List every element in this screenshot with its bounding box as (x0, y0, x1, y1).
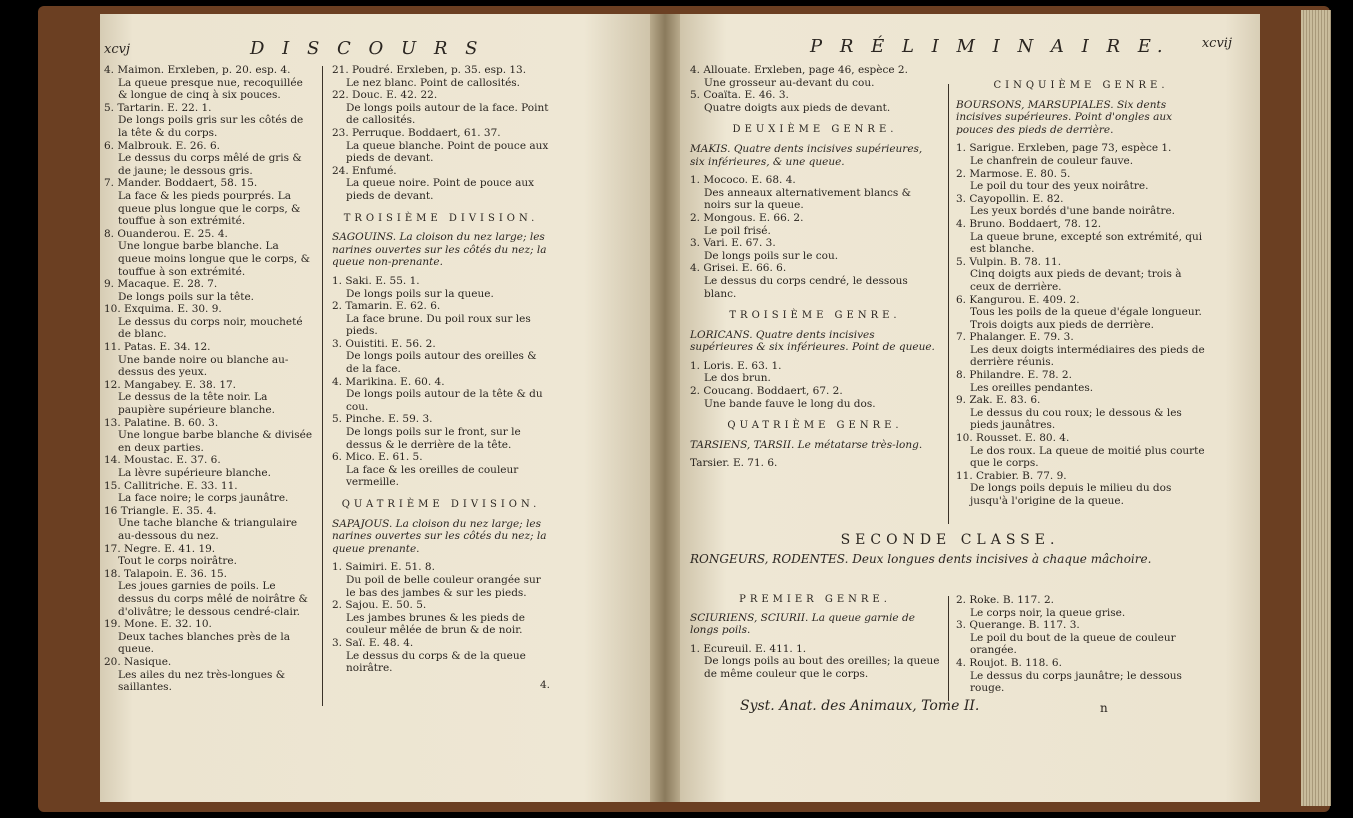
entry-description: Une longue barbe blanche. La queue moins longue que le corps, & touffue à son extrémité. (118, 240, 310, 278)
section-title: QUATRIÈME GENRE. (727, 420, 903, 432)
entry-description: Une tache blanche & triangulaire au-dessous du nez. (118, 517, 298, 542)
entry-heading: 6. Kangurou. E. 409. 2. (956, 293, 1080, 306)
right-page (680, 14, 1260, 802)
entry-description: Le dessus du corps mêlé de gris & de jaune; le dessous gris. (118, 152, 302, 177)
section-intro: SAGOUINS. La cloison du nez large; les narines ouvertes sur les côtés du nez; la queue non-prenante. (332, 231, 547, 269)
entry-heading: 3. Ouistiti. E. 56. 2. (332, 337, 436, 350)
entries-list (690, 643, 940, 681)
entry-description: De longs poils autour des oreilles & de la face. (346, 350, 537, 376)
entry-description: Deux taches blanches près de la queue. (118, 630, 290, 656)
entry-description: Le dessus du corps & de la queue noirâtre. (346, 649, 526, 675)
entry-description: La queue brune, excepté son extrémité, qui est blanche. (970, 230, 1203, 256)
entry-heading: 2. Mongous. E. 66. 2. (690, 211, 804, 224)
entry-heading: 5. Coaïta. E. 46. 3. (690, 89, 789, 102)
entry-description: Une bande fauve le long du dos. (704, 397, 876, 410)
page-number: xcvij (1201, 36, 1232, 51)
section-intro: SCIURIENS, SCIURII. La queue garnie de longs poils. (690, 611, 915, 637)
footer-title: Syst. Anat. des Animaux, Tome II. (740, 698, 980, 714)
entries-list (332, 275, 550, 489)
entry-heading: 10. Exquima. E. 30. 9. (104, 303, 222, 316)
entry-heading: 2. Tamarin. E. 62. 6. (332, 300, 441, 313)
entry-heading: 19. Mone. E. 32. 10. (104, 618, 212, 631)
entry-description: La face & les oreilles de couleur vermeille. (346, 463, 519, 489)
entry-heading: 7. Mander. Boddaert, 58. 15. (104, 177, 258, 190)
entry-description: Une longue barbe blanche & divisée en deux parties. (118, 429, 313, 454)
entry-description: Une grosseur au-devant du cou. (704, 76, 875, 89)
entry-heading: 6. Malbrouk. E. 26. 6. (104, 139, 220, 152)
entry-description: Les ailes du nez très-longues & saillantes. (118, 668, 286, 694)
entry-heading: 4. Bruno. Boddaert, 78. 12. (956, 217, 1102, 230)
rodent-column-1 (690, 594, 940, 681)
entry-description: Les jambes brunes & les pieds de couleur mêlée de brun & de noir. (346, 611, 525, 637)
column-rule (948, 84, 949, 524)
entry-heading: 11. Crabier. B. 77. 9. (956, 469, 1067, 482)
left-column-1 (104, 64, 314, 694)
entry-description: Le dessus du corps cendré, le dessous blanc. (704, 274, 908, 300)
entry-description: Le dessus de la tête noir. La paupière supérieure blanche. (118, 391, 275, 417)
entry-description: De longs poils sur la queue. (346, 287, 494, 300)
entry-heading: 1. Saimiri. E. 51. 8. (332, 561, 435, 574)
left-column-2 (332, 64, 550, 691)
section-intro: SAPAJOUS. La cloison du nez large; les narines ouvertes sur les côtés du nez; la queue prenante. (332, 517, 547, 555)
entry-heading: 2. Coucang. Boddaert, 67. 2. (690, 385, 843, 398)
entry-description: La face noire; le corps jaunâtre. (118, 492, 289, 505)
section-title: QUATRIÈME DIVISION. (341, 499, 541, 510)
entry-description: Des anneaux alternativement blancs & noirs sur la queue. (704, 186, 912, 212)
entry-heading: 2. Roke. B. 117. 2. (956, 594, 1054, 606)
page-number: xcvj (104, 42, 130, 57)
entry-heading: 6. Mico. E. 61. 5. (332, 451, 423, 464)
right-column-2 (956, 80, 1206, 508)
entry-description: Les oreilles pendantes. (970, 381, 1094, 394)
entries-list (332, 561, 550, 674)
section-title: TROISIÈME GENRE. (729, 310, 901, 322)
second-class-section (690, 534, 1210, 565)
entry-description: Quatre doigts aux pieds de devant. (704, 101, 891, 114)
section-intro: MAKIS. Quatre dents incisives supérieures, six inférieures, & une queue. (690, 142, 923, 168)
entry-heading: 3. Querange. B. 117. 3. (956, 619, 1080, 632)
entry-heading: 1. Ecureuil. E. 411. 1. (690, 642, 807, 655)
section-intro: LORICANS. Quatre dents incisives supérieures & six inférieures. Point de queue. (690, 328, 935, 354)
entry-description: Les joues garnies de poils. Le dessus du corps mêlé de noirâtre & d'olivâtre; le dessous cendré-clair. (118, 580, 308, 618)
entries-list (332, 64, 550, 203)
entry-heading: 20. Nasique. (104, 655, 172, 668)
signature-mark: n (1100, 701, 1108, 715)
running-head: D I S C O U R S (250, 38, 484, 59)
entry-description: De longs poils sur le cou. (704, 249, 839, 262)
entry-heading: 4. Grisei. E. 66. 6. (690, 262, 787, 275)
entry-heading: 1. Mococo. E. 68. 4. (690, 174, 796, 187)
entry-description: De longs poils au bout des oreilles; la queue de même couleur que le corps. (704, 655, 940, 680)
entry-description: Le poil frisé. (704, 224, 771, 237)
entry-description: Une bande noire ou blanche au-dessus des yeux. (118, 353, 289, 379)
entry-heading: 24. Enfumé. (332, 164, 397, 177)
entry-heading: 4. Maimon. Erxleben, p. 20. esp. 4. (104, 64, 291, 76)
entry-description: Du poil de belle couleur orangée sur le bas des jambes & sur les pieds. (346, 573, 541, 599)
entry-heading: 9. Macaque. E. 28. 7. (104, 278, 218, 291)
rodent-column-2 (956, 594, 1206, 695)
entry-description: Le corps noir, la queue grise. (970, 606, 1126, 619)
entry-description: Les yeux bordés d'une bande noirâtre. (970, 205, 1176, 218)
entry-heading: 3. Saï. E. 48. 4. (332, 636, 414, 649)
column-rule (322, 66, 323, 706)
entry-heading: 14. Moustac. E. 37. 6. (104, 454, 221, 467)
entry-heading: 2. Marmose. E. 80. 5. (956, 167, 1071, 180)
entry-heading: 1. Saki. E. 55. 1. (332, 274, 420, 287)
entry-heading: 8. Philandre. E. 78. 2. (956, 369, 1072, 382)
running-head: P R É L I M I N A I R E. (810, 36, 1169, 57)
entry-heading: 13. Palatine. B. 60. 3. (104, 416, 219, 429)
class-subtitle: RONGEURS, RODENTES. Deux longues dents incisives à chaque mâchoire. (690, 551, 1152, 566)
section-title: TROISIÈME DIVISION. (343, 212, 539, 224)
entry-heading: 21. Poudré. Erxleben, p. 35. esp. 13. (332, 64, 527, 76)
entry-heading: 18. Talapoin. E. 36. 15. (104, 567, 228, 580)
entry-description: De longs poils autour de la face. Point de callosités. (346, 101, 549, 127)
entry-heading: 10. Rousset. E. 80. 4. (956, 432, 1070, 445)
entry-heading: 5. Pinche. E. 59. 3. (332, 413, 433, 426)
entry-description: Cinq doigts aux pieds de devant; trois à ceux de derrière. (970, 268, 1182, 293)
entry-heading: 3. Vari. E. 67. 3. (690, 237, 776, 250)
entry-heading: 15. Callitriche. E. 33. 11. (104, 479, 238, 492)
entry-heading: 16 Triangle. E. 35. 4. (104, 504, 217, 517)
entry-description: Le poil du tour des yeux noirâtre. (970, 180, 1149, 193)
entry-description: Le nez blanc. Point de callosités. (346, 76, 521, 89)
entry-heading: 9. Zak. E. 83. 6. (956, 394, 1041, 407)
entry-heading: Tarsier. E. 71. 6. (690, 457, 778, 470)
entry-heading: 5. Tartarin. E. 22. 1. (104, 101, 212, 114)
page-edges (1301, 10, 1331, 806)
entry-description: Le poil du bout de la queue de couleur orangée. (970, 631, 1176, 657)
entry-description: Le dos brun. (704, 372, 771, 385)
entry-description: De longs poils autour de la tête & du cou. (346, 388, 543, 413)
entry-heading: 11. Patas. E. 34. 12. (104, 341, 211, 354)
entry-description: Le dessus du corps jaunâtre; le dessous rouge. (970, 669, 1182, 695)
right-column-1 (690, 64, 940, 470)
entry-description: De longs poils sur la tête. (118, 290, 255, 303)
entry-heading: 1. Sarigue. Erxleben, page 73, espèce 1. (956, 142, 1172, 155)
entry-heading: 22. Douc. E. 42. 22. (332, 89, 438, 102)
entry-description: De longs poils depuis le milieu du dos jusqu'à l'origine de la queue. (970, 482, 1172, 507)
entries-list (956, 594, 1206, 695)
entries-list (690, 360, 940, 410)
entry-description: De longs poils sur le front, sur le dessus & le derrière de la tête. (346, 426, 521, 451)
entries-list (690, 457, 940, 470)
entry-heading: 3. Cayopollin. E. 82. (956, 192, 1064, 205)
entry-heading: 4. Marikina. E. 60. 4. (332, 375, 445, 388)
entry-heading: 1. Loris. E. 63. 1. (690, 359, 782, 372)
entry-description: Tout le corps noirâtre. (118, 555, 237, 568)
entry-description: La queue noire. Point de pouce aux pieds de devant. (346, 177, 535, 202)
entry-description: Le chanfrein de couleur fauve. (970, 154, 1134, 167)
entry-description: De longs poils gris sur les côtés de la tête & du corps. (118, 114, 304, 139)
entry-description: Le dessus du corps noir, moucheté de blanc. (118, 315, 303, 341)
left-page (100, 14, 650, 802)
entry-description: Tous les poils de la queue d'égale longueur. Trois doigts aux pieds de derrière. (970, 306, 1202, 331)
entry-description: La face brune. Du poil roux sur les pieds. (346, 312, 531, 338)
entry-description: La queue blanche. Point de pouce aux pieds de devant. (346, 139, 549, 165)
section-intro: TARSIENS, TARSII. Le métatarse très-long. (690, 438, 923, 451)
entry-heading: 8. Ouanderou. E. 25. 4. (104, 227, 228, 240)
entry-description: Le dos roux. La queue de moitié plus courte que le corps. (970, 444, 1205, 470)
entry-description: Le dessus du cou roux; le dessous & les pieds jaunâtres. (970, 406, 1182, 432)
entry-heading: 4. Allouate. Erxleben, page 46, espèce 2. (690, 64, 908, 76)
entry-heading: 12. Mangabey. E. 38. 17. (104, 378, 237, 391)
entry-heading: 5. Vulpin. B. 78. 11. (956, 255, 1062, 268)
entry-description: La face & les pieds pourprés. La queue plus longue que le corps, & touffue à son extrémité. (118, 189, 301, 228)
entry-heading: 23. Perruque. Boddaert, 61. 37. (332, 126, 501, 139)
entry-description: La lèvre supérieure blanche. (118, 467, 271, 479)
entry-description: La queue presque nue, recoquillée & longue de cinq à six pouces. (118, 76, 303, 102)
catchword: 4. (539, 678, 550, 691)
entry-heading: 4. Roujot. B. 118. 6. (956, 656, 1062, 669)
section-title: DEUXIÈME GENRE. (732, 124, 898, 136)
entry-heading: 7. Phalanger. E. 79. 3. (956, 331, 1074, 344)
section-intro: BOURSONS, MARSUPIALES. Six dents incisives supérieures. Point d'ongles aux pouces des pieds de derrière. (956, 98, 1173, 136)
section-title: PREMIER GENRE. (739, 594, 891, 605)
section-title: CINQUIÈME GENRE. (993, 80, 1169, 91)
entry-description: Les deux doigts intermédiaires des pieds de derrière réunis. (970, 343, 1205, 369)
entries-list (690, 174, 940, 300)
book-gutter (650, 14, 680, 802)
entries-list (956, 142, 1206, 507)
entry-heading: 2. Sajou. E. 50. 5. (332, 599, 427, 612)
class-title: SECONDE CLASSE. (840, 532, 1060, 548)
entries-list (690, 64, 940, 114)
column-rule (948, 596, 949, 701)
entry-heading: 17. Negre. E. 41. 19. (104, 542, 216, 555)
